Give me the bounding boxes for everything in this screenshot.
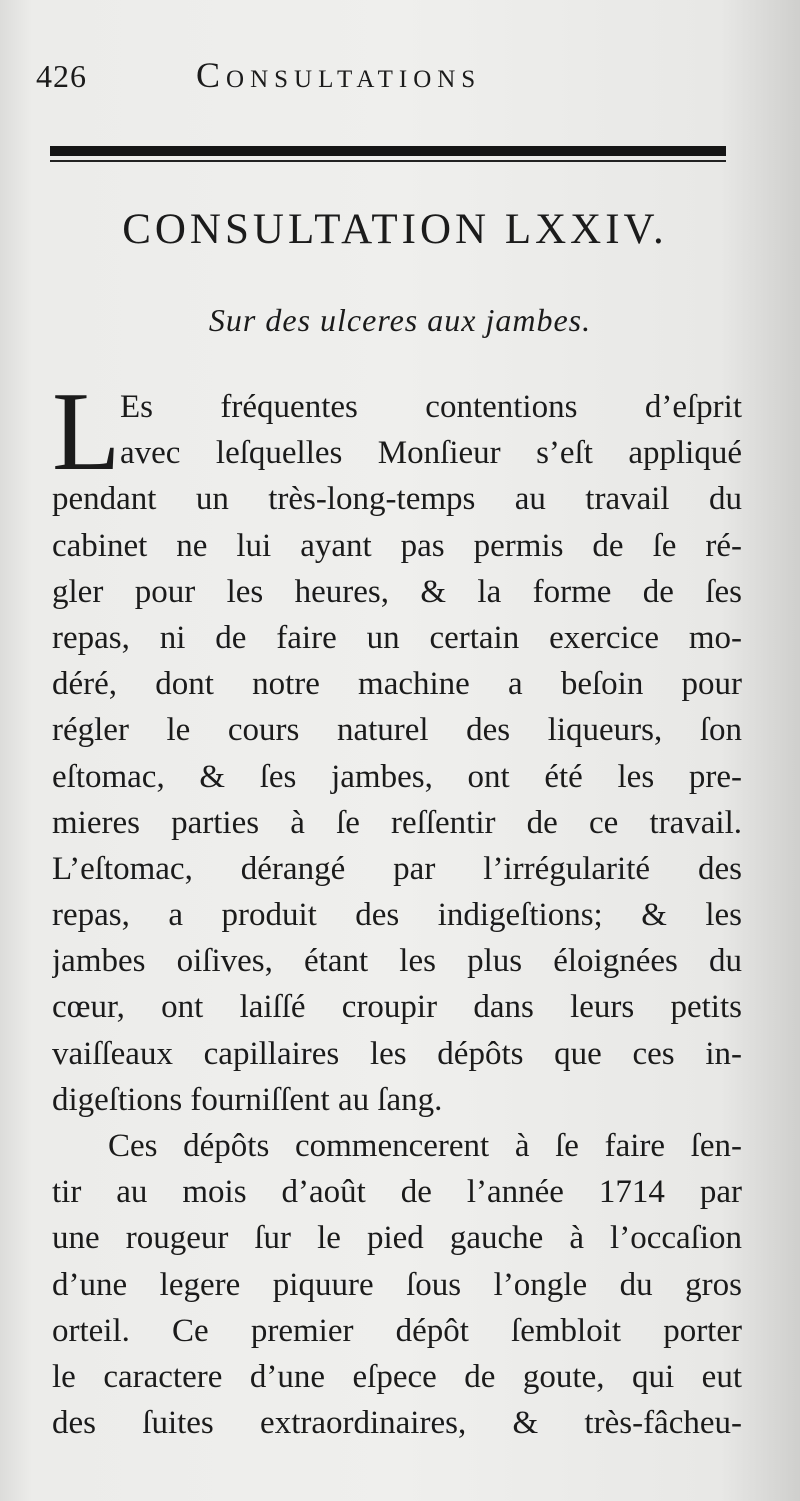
running-title: Consultations: [196, 55, 482, 95]
text-line: régler le cours naturel des liqueurs, ſon: [52, 712, 742, 749]
text-line: eſtomac, & ſes jambes, ont été les pre-: [52, 758, 742, 795]
text-line: jambes oiſives, étant les plus éloignées du: [52, 943, 742, 980]
text-line: tir au mois d’août de l’année 1714 par: [52, 1174, 742, 1211]
rule-thick: [50, 146, 726, 156]
chapter-heading: CONSULTATION LXXIV.: [122, 206, 668, 253]
ornamental-rule: [50, 146, 726, 164]
text-line: repas, ni de faire un certain exercice mo-: [52, 619, 742, 656]
text-line: gler pour les heures, & la forme de ſes: [52, 573, 742, 610]
drop-cap: L: [52, 370, 121, 494]
body-text: [52, 370, 742, 1446]
text-line: cœur, ont laiſſé croupir dans leurs petits: [52, 989, 742, 1026]
text-line: orteil. Ce premier dépôt ſembloit porter: [52, 1312, 742, 1349]
text-line: le caractere d’une eſpece de goute, qui eut: [52, 1358, 742, 1395]
text-line: L’eſtomac, dérangé par l’irrégularité des: [52, 850, 742, 887]
text-line: mieres parties à ſe reſſentir de ce travail.: [52, 804, 742, 841]
text-line: une rougeur ſur le pied gauche à l’occaſion: [52, 1220, 742, 1257]
text-line: repas, a produit des indigeſtions; & les: [52, 897, 742, 934]
chapter-subtitle: Sur des ulceres aux jambes.: [208, 302, 592, 338]
text-line: des ſuites extraordinaires, & très-fâcheu-: [52, 1405, 742, 1442]
running-head: [36, 50, 736, 100]
text-line: Ces dépôts commencerent à ſe faire ſen-: [108, 1128, 742, 1164]
text-line: déré, dont notre machine a beſoin pour: [52, 666, 742, 703]
text-line: d’une legere piquure ſous l’ongle du gros: [52, 1266, 742, 1303]
text-line: digeſtions fourniſſent au ſang.: [52, 1081, 443, 1118]
text-line: cabinet ne lui ayant pas permis de ſe ré-: [52, 527, 742, 564]
text-line: Es fréquentes contentions d’eſprit: [120, 389, 742, 425]
text-line: vaiſſeaux capillaires les dépôts que ces in-: [52, 1035, 742, 1072]
text-line: pendant un très-long-temps au travail du: [52, 481, 742, 518]
text-line: avec leſquelles Monſieur s’eſt appliqué: [120, 435, 742, 472]
page-number: 426: [36, 58, 87, 94]
rule-thin: [50, 160, 726, 162]
